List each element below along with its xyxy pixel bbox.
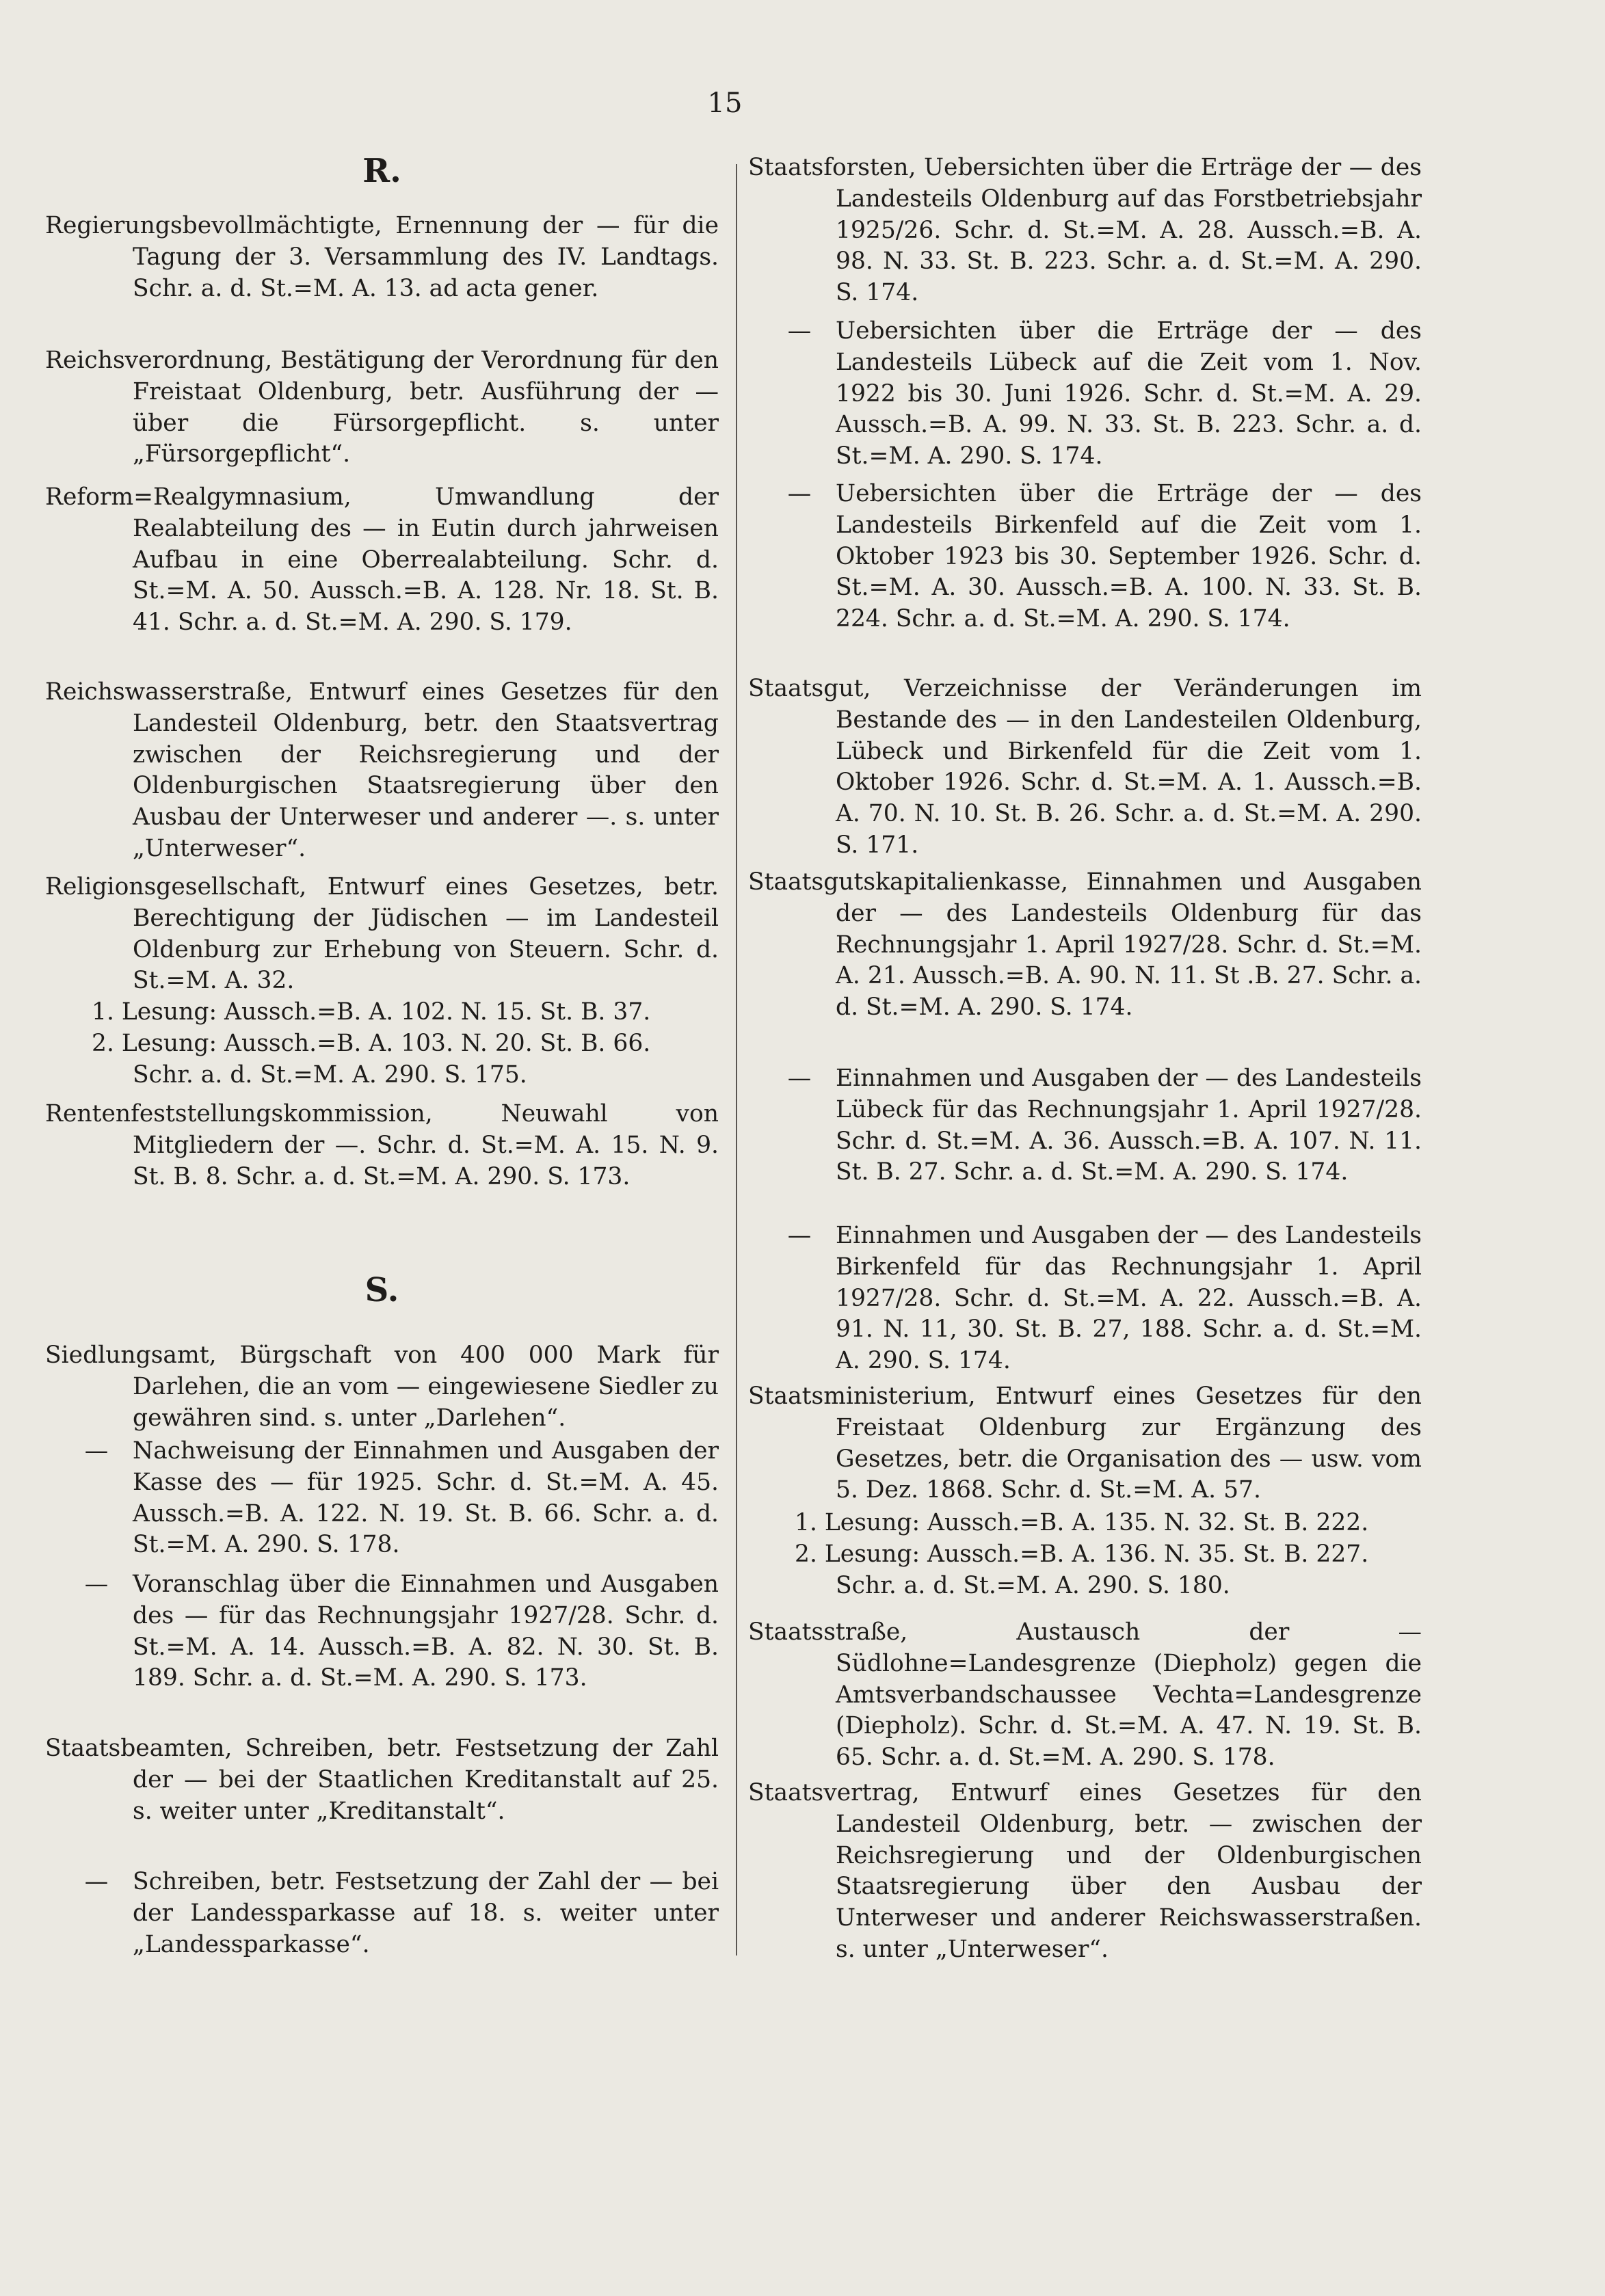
entry-staatsministerium: Staatsministerium, Entwurf eines Gesetzes für den Freistaat Oldenburg zur Ergänzung des Gesetzes, betr. die Organisation des — usw. vom 5. Dez. 1868. Schr. d. St.=M. A. 57.	[748, 1383, 1422, 1504]
entry-siedlungsamt: Siedlungsamt, Bürgschaft von 400 000 Mark für Darlehen, die an vom — eingewiesene Siedler zu gewähren sind. s. unter „Darlehen“.	[45, 1341, 719, 1432]
lesung-2: 2. Lesung: Aussch.=B. A. 136. N. 35. St. B. 227.	[795, 1540, 1369, 1568]
entry-staatsgut: Staatsgut, Verzeichnisse der Veränderungen im Bestande des — in den Landesteilen Oldenburg, Lübeck und Birkenfeld für die Zeit vom 1. Oktober 1926. Schr. d. St.=M. A. 1. Aussch.=B. A. 70. N. 10. St. B. 26. Schr. a. d. St.=M. A. 290. S. 171.	[748, 675, 1422, 859]
lesung-1: 1. Lesung: Aussch.=B. A. 135. N. 32. St. B. 222.	[795, 1509, 1369, 1536]
entry-staatsstrasse: Staatsstraße, Austausch der — Südlohne=Landesgrenze (Diepholz) gegen die Amtsverbandschaussee Vechta=Landesgrenze (Diepholz). Schr. d. St.=M. A. 47. N. 19. St. B. 65. Schr. a. d. St.=M. A. 290. S. 178.	[748, 1618, 1422, 1772]
page-number: 15	[707, 88, 743, 119]
staatsgutskapitalienkasse-sub-1: — Einnahmen und Ausgaben der — des Landesteils Lübeck für das Rechnungsjahr 1. April 1927/28. Schr. d. St.=M. A. 36. Aussch.=B. A. 107. N. 11. St. B. 27. Schr. a. d. St.=M. A. 290. S. 174.	[748, 1063, 1422, 1188]
lesung-final: Schr. a. d. St.=M. A. 290. S. 180.	[836, 1571, 1230, 1599]
staatsforsten-sub-1: — Uebersichten über die Erträge der — des Landesteils Lübeck auf die Zeit vom 1. Nov. 1922 bis 30. Juni 1926. Schr. d. St.=M. A. 29. Aussch.=B. A. 99. N. 33. St. B. 223. Schr. a. d. St.=M. A. 290. S. 174.	[748, 316, 1422, 472]
entry-staatsforsten: Staatsforsten, Uebersichten über die Erträge der — des Landesteils Oldenburg auf das Forstbetriebsjahr 1925/26. Schr. d. St.=M. A. 28. Aussch.=B. A. 98. N. 33. St. B. 223. Schr. a. d. St.=M. A. 290. S. 174.	[748, 154, 1422, 307]
entry-staatsgutskapitalienkasse: Staatsgutskapitalienkasse, Einnahmen und Ausgaben der — des Landesteils Oldenburg für das Rechnungsjahr 1. April 1927/28. Schr. d. St.=M. A. 21. Aussch.=B. A. 90. N. 11. St .B. 27. Schr. a. d. St.=M. A. 290. S. 174.	[748, 868, 1422, 1022]
lesung-1: 1. Lesung: Aussch.=B. A. 102. N. 15. St. B. 37.	[92, 998, 651, 1026]
entry-reform-realgymnasium: Reform=Realgymnasium, Umwandlung der Realabteilung des — in Eutin durch jahrweisen Aufbau in eine Oberrealabteilung. Schr. d. St.=M. A. 50. Aussch.=B. A. 128. Nr. 18. St. B. 41. Schr. a. d. St.=M. A. 290. S. 179.	[45, 483, 719, 637]
dash-mark: —	[84, 1868, 109, 1895]
staatsministerium-readings	[748, 1508, 1422, 1601]
lesung-2: 2. Lesung: Aussch.=B. A. 103. N. 20. St. B. 66.	[92, 1029, 651, 1057]
entry-staatsbeamten: Staatsbeamten, Schreiben, betr. Festsetzung der Zahl der — bei der Staatlichen Kreditanstalt auf 25. s. weiter unter „Kreditanstalt“.	[45, 1735, 719, 1825]
column-divider	[736, 164, 737, 1955]
dash-mark: —	[787, 1222, 812, 1249]
staatsbeamten-sub-1: — Schreiben, betr. Festsetzung der Zahl der — bei der Landessparkasse auf 18. s. weiter unter „Landessparkasse“.	[45, 1867, 719, 1960]
dash-mark: —	[84, 1437, 109, 1465]
entry-regierungsbevollmaechtigte: Regierungsbevollmächtigte, Ernennung der — für die Tagung der 3. Versammlung des IV. Landtags. Schr. a. d. St.=M. A. 13. ad acta gener.	[45, 212, 719, 302]
dash-mark: —	[787, 480, 812, 507]
staatsgutskapitalienkasse-sub-2: — Einnahmen und Ausgaben der — des Landesteils Birkenfeld für das Rechnungsjahr 1. April 1927/28. Schr. d. St.=M. A. 22. Aussch.=B. A. 91. N. 11, 30. St. B. 27, 188. Schr. a. d. St.=M. A. 290. S. 174.	[748, 1220, 1422, 1377]
dash-mark: —	[84, 1571, 109, 1598]
siedlungsamt-sub-1: — Nachweisung der Einnahmen und Ausgaben der Kasse des — für 1925. Schr. d. St.=M. A. 45. Aussch.=B. A. 122. N. 19. St. B. 66. Schr. a. d. St.=M. A. 290. S. 178.	[45, 1436, 719, 1561]
entry-rentenfeststellungskommission: Rentenfeststellungskommission, Neuwahl von Mitgliedern der —. Schr. d. St.=M. A. 15. N. 9. St. B. 8. Schr. a. d. St.=M. A. 290. S. 173.	[45, 1100, 719, 1190]
staatsforsten-sub-2: — Uebersichten über die Erträge der — des Landesteils Birkenfeld auf die Zeit vom 1. Oktober 1923 bis 30. September 1926. Schr. d. St.=M. A. 30. Aussch.=B. A. 100. N. 33. St. B. 224. Schr. a. d. St.=M. A. 290. S. 174.	[748, 479, 1422, 635]
dash-mark: —	[787, 317, 812, 345]
entry-reichswasserstrasse: Reichswasserstraße, Entwurf eines Gesetzes für den Landesteil Oldenburg, betr. den Staatsvertrag zwischen der Reichsregierung und der Oldenburgischen Staatsregierung über den Ausbau der Unterweser und anderer —. s. unter „Unterweser“.	[45, 678, 719, 862]
dash-mark: —	[787, 1065, 812, 1092]
entry-reichsverordnung: Reichsverordnung, Bestätigung der Verordnung für den Freistaat Oldenburg, betr. Ausführung der — über die Fürsorgepflicht. s. unter „Fürsorgepflicht“.	[45, 347, 719, 468]
lesung-final: Schr. a. d. St.=M. A. 290. S. 175.	[133, 1060, 527, 1089]
entry-religionsgesellschaft: Religionsgesellschaft, Entwurf eines Gesetzes, betr. Berechtigung der Jüdischen — im Landesteil Oldenburg zur Erhebung von Steuern. Schr. d. St.=M. A. 32.	[45, 873, 719, 995]
section-heading-r: R.	[362, 152, 401, 190]
section-heading-s: S.	[364, 1271, 399, 1309]
siedlungsamt-sub-2: — Voranschlag über die Einnahmen und Ausgaben des — für das Rechnungsjahr 1927/28. Schr. d. St.=M. A. 14. Aussch.=B. A. 82. N. 30. St. B. 189. Schr. a. d. St.=M. A. 290. S. 173.	[45, 1569, 719, 1694]
entry-staatsvertrag: Staatsvertrag, Entwurf eines Gesetzes für den Landesteil Oldenburg, betr. — zwischen der Reichsregierung und der Oldenburgischen Staatsregierung über den Ausbau der Unterweser und anderer Reichswasserstraßen. s. unter „Unterweser“.	[748, 1779, 1422, 1963]
religionsgesellschaft-readings	[45, 997, 719, 1091]
